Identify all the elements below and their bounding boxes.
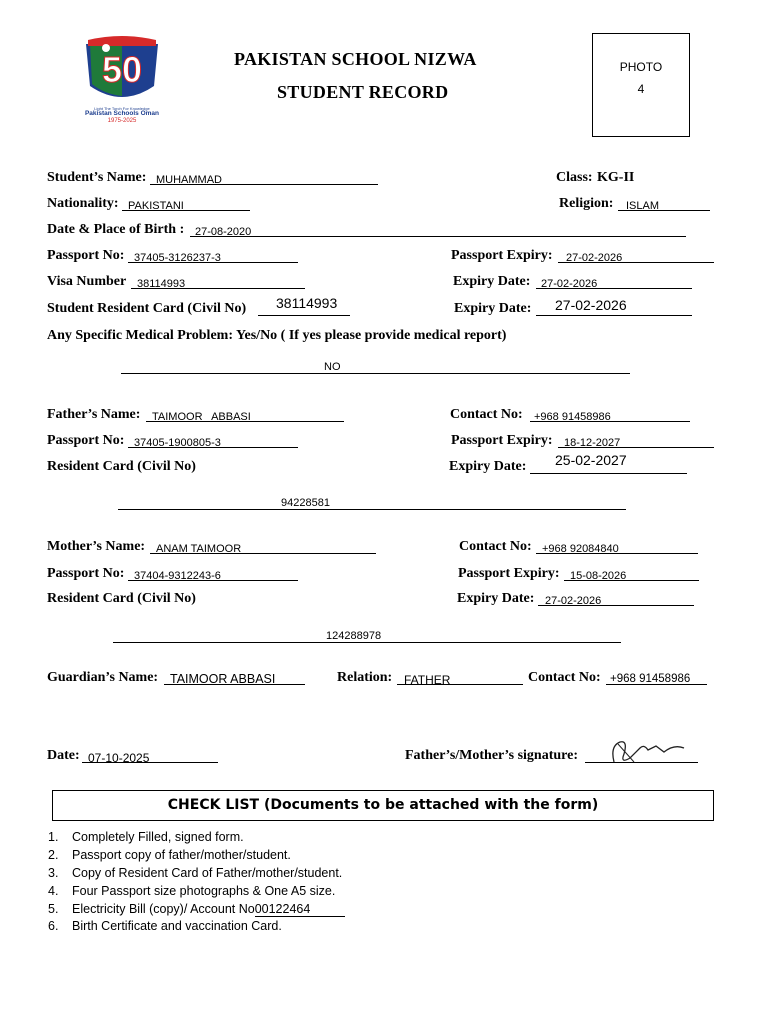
father-passport-expiry-value: 18-12-2027 [564, 437, 621, 449]
father-name-label: Father’s Name: [47, 407, 141, 422]
svg-text:50: 50 [101, 49, 143, 90]
checklist-item-number: 4. [48, 884, 59, 898]
account-number-value: 00122464 [255, 902, 345, 917]
mother-civil-line [113, 642, 621, 643]
dob-line [190, 236, 686, 237]
logo-tagline: Light The Torch For Knowledge [94, 106, 150, 111]
date-label: Date: [47, 748, 80, 763]
father-expiry-label: Expiry Date: [449, 459, 527, 474]
visa-value: 38114993 [137, 278, 186, 290]
visa-label: Visa Number [47, 274, 127, 289]
medical-line [121, 373, 630, 374]
relation-label: Relation: [337, 670, 393, 685]
father-expiry-line [530, 473, 687, 474]
father-name-value: TAIMOOR ABBASI [152, 411, 251, 423]
checklist-item-text: Completely Filled, signed form. [72, 830, 244, 844]
signature-scribble-icon [604, 736, 694, 768]
checklist-item [48, 902, 345, 917]
logo-emblem-icon [76, 36, 168, 108]
medical-value: NO [324, 361, 341, 373]
student-name-value: MUHAMMAD [156, 174, 222, 186]
class-value: KG-II [597, 170, 635, 185]
school-name: PAKISTAN SCHOOL NIZWA [234, 49, 477, 69]
student-civil-line [258, 315, 350, 316]
logo-org: Pakistan Schools Oman [84, 110, 160, 117]
checklist-item-number: 2. [48, 848, 59, 862]
student-passport-value: 37405-3126237-3 [134, 252, 221, 264]
class-label: Class: [556, 170, 593, 185]
student-civil-label: Student Resident Card (Civil No) [47, 301, 247, 316]
mother-civil-label: Resident Card (Civil No) [47, 591, 196, 606]
checklist-item-number: 3. [48, 866, 59, 880]
guardian-name-label: Guardian’s Name: [47, 670, 159, 685]
mother-passport-value: 37404-9312243-6 [134, 570, 221, 582]
date-value: 07-10-2025 [88, 751, 150, 765]
checklist-item-number: 5. [48, 902, 59, 916]
nationality-label: Nationality: [47, 196, 119, 211]
student-passport-label: Passport No: [47, 248, 125, 263]
mother-passport-expiry-label: Passport Expiry: [458, 566, 560, 581]
mother-name-label: Mother’s Name: [47, 539, 146, 554]
father-expiry-value: 25-02-2027 [555, 452, 627, 468]
mother-contact-label: Contact No: [459, 539, 532, 554]
student-name-label: Student’s Name: [47, 170, 147, 185]
checklist-item-text: Passport copy of father/mother/student. [72, 848, 291, 862]
photo-label: PHOTO [619, 60, 663, 74]
checklist-item-text: Birth Certificate and vaccination Card. [72, 919, 282, 933]
form-title: STUDENT RECORD [277, 82, 449, 102]
medical-label: Any Specific Medical Problem: Yes/No ( If yes please provide medical report) [47, 328, 507, 343]
logo-years: 1975-2025 [107, 118, 137, 124]
school-logo [76, 36, 168, 126]
guardian-contact-label: Contact No: [528, 670, 601, 685]
guardian-contact-value: +968 91458986 [610, 673, 691, 685]
checklist-item [48, 884, 335, 898]
guardian-name-value: TAIMOOR ABBASI [170, 672, 276, 686]
mother-expiry-label: Expiry Date: [457, 591, 535, 606]
student-civil-expiry-value: 27-02-2026 [555, 297, 627, 313]
checklist-item [48, 866, 342, 880]
dob-value: 27-08-2020 [195, 226, 252, 238]
mother-passport-expiry-value: 15-08-2026 [570, 570, 627, 582]
father-passport-value: 37405-1900805-3 [134, 437, 221, 449]
father-civil-line [118, 509, 626, 510]
student-civil-expiry-label: Expiry Date: [454, 301, 532, 316]
student-passport-expiry-value: 27-02-2026 [566, 252, 623, 264]
checklist-title: CHECK LIST (Documents to be attached with the form) [52, 790, 714, 821]
signature-label: Father’s/Mother’s signature: [405, 748, 579, 763]
father-passport-label: Passport No: [47, 433, 125, 448]
student-civil-expiry-line [536, 315, 692, 316]
dob-label: Date & Place of Birth : [47, 222, 185, 237]
checklist-item [48, 830, 244, 844]
father-contact-value: +968 91458986 [534, 411, 611, 423]
religion-label: Religion: [559, 196, 614, 211]
mother-civil-value: 124288978 [326, 630, 382, 642]
checklist-item-number: 1. [48, 830, 59, 844]
checklist-item-text: Electricity Bill (copy)/ Account No [72, 902, 255, 916]
checklist-item [48, 848, 291, 862]
photo-box [592, 33, 690, 137]
mother-expiry-value: 27-02-2026 [545, 595, 602, 607]
father-contact-label: Contact No: [450, 407, 523, 422]
student-passport-expiry-label: Passport Expiry: [451, 248, 553, 263]
nationality-value: PAKISTANI [128, 200, 184, 212]
student-civil-value: 38114993 [276, 295, 338, 311]
father-passport-expiry-label: Passport Expiry: [451, 433, 553, 448]
checklist-item-text: Copy of Resident Card of Father/mother/student. [72, 866, 343, 880]
checklist-item-number: 6. [48, 919, 59, 933]
relation-value: FATHER [404, 673, 451, 687]
checklist-item [48, 919, 282, 933]
visa-expiry-label: Expiry Date: [453, 274, 531, 289]
checklist-item-text: Four Passport size photographs & One A5 size. [72, 884, 336, 898]
religion-value: ISLAM [626, 200, 660, 212]
mother-passport-label: Passport No: [47, 566, 125, 581]
mother-contact-value: +968 92084840 [542, 543, 619, 555]
father-civil-label: Resident Card (Civil No) [47, 459, 196, 474]
visa-expiry-value: 27-02-2026 [541, 278, 598, 290]
father-civil-value: 94228581 [281, 497, 330, 509]
photo-number: 4 [637, 82, 645, 96]
mother-name-value: ANAM TAIMOOR [156, 543, 242, 555]
